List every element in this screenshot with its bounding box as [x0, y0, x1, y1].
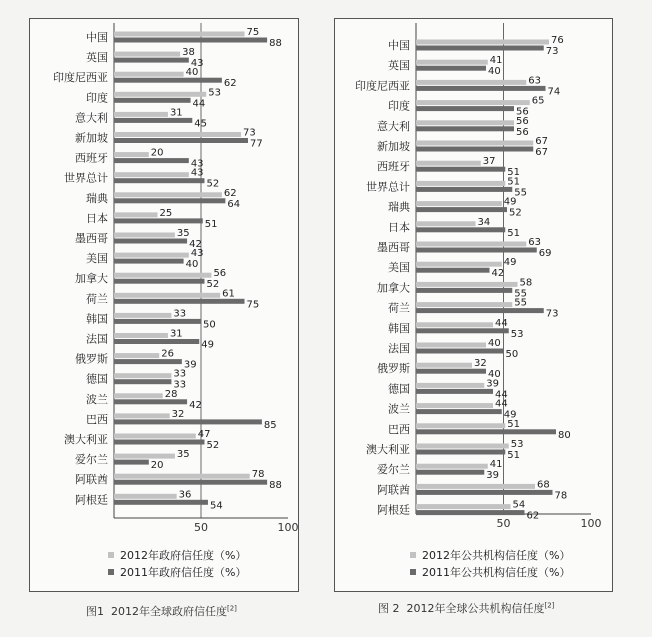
category-label: 法国	[388, 342, 410, 355]
category-label: 新加坡	[377, 140, 410, 153]
bar-2011	[114, 259, 184, 264]
data-label-2012: 58	[519, 277, 533, 289]
bar-2012	[416, 282, 518, 287]
bar-2012	[114, 333, 168, 338]
bar-2011	[416, 429, 556, 434]
data-label-2011: 73	[545, 308, 559, 320]
bar-2011	[114, 158, 189, 163]
bar-2011	[416, 248, 537, 253]
bar-2011	[114, 38, 267, 43]
bar-2011	[114, 98, 191, 103]
category-label: 墨西哥	[377, 241, 410, 254]
data-label-2011: 33	[173, 379, 187, 391]
data-label-2011: 40	[488, 369, 501, 381]
data-label-2011: 42	[491, 268, 505, 280]
chart-panel-public-institutions	[334, 18, 613, 592]
bar-2012	[416, 464, 488, 469]
bar-2011	[416, 187, 512, 192]
category-label: 意大利	[377, 119, 410, 133]
bar-2012	[114, 52, 180, 57]
category-label: 加拿大	[377, 281, 410, 295]
bar-2012	[416, 40, 549, 45]
bar-2012	[114, 172, 189, 177]
legend-swatch-2012	[108, 552, 114, 558]
category-label: 德国	[86, 372, 108, 386]
data-label-2011: 51	[204, 218, 218, 230]
data-label-2012: 44	[495, 398, 508, 410]
bar-2011	[114, 319, 201, 324]
bar-2011	[416, 66, 486, 71]
bar-2011	[114, 359, 182, 364]
x-tick-label: 50	[496, 517, 511, 530]
category-label: 新加坡	[75, 131, 108, 145]
data-label-2012: 75	[246, 27, 260, 38]
data-label-2011: 77	[249, 138, 263, 150]
data-label-2012: 49	[503, 196, 517, 208]
bar-2011	[416, 106, 514, 111]
data-label-2012: 63	[528, 75, 541, 87]
data-label-2012: 28	[164, 388, 178, 400]
data-label-2012: 43	[190, 248, 204, 260]
legend	[410, 546, 570, 580]
data-label-2011: 44	[495, 389, 508, 401]
bar-2011	[114, 178, 204, 183]
bar-2012	[416, 242, 526, 247]
bar-2012	[416, 100, 530, 105]
category-label: 世界总计	[64, 171, 108, 185]
caption-title: 2012年全球政府信任度	[111, 605, 227, 618]
category-label: 波兰	[388, 402, 410, 416]
data-label-2012: 76	[551, 35, 564, 46]
bar-2011	[416, 268, 490, 273]
data-label-2011: 49	[503, 409, 517, 421]
bar-2012	[114, 212, 158, 217]
data-label-2012: 26	[161, 348, 174, 360]
category-label: 阿根廷	[75, 493, 108, 507]
legend-label-2011: 2011年政府信任度（%）	[120, 565, 247, 579]
bar-2011	[114, 239, 187, 244]
data-label-2012: 33	[173, 368, 187, 380]
data-label-2011: 88	[269, 480, 282, 492]
bar-2012	[114, 373, 171, 378]
category-label: 墨西哥	[75, 232, 108, 245]
data-label-2011: 43	[190, 58, 204, 70]
data-label-2012: 49	[503, 257, 517, 269]
category-label: 美国	[388, 261, 410, 275]
x-tick-label: 50	[194, 521, 208, 534]
data-label-2012: 43	[190, 167, 204, 179]
category-label: 巴西	[388, 422, 410, 436]
legend-swatch-2011	[108, 569, 114, 575]
caption-title: 2012年全球公共机构信任度	[406, 602, 545, 615]
data-label-2011: 51	[507, 450, 520, 461]
data-label-2012: 61	[222, 288, 235, 300]
bar-2012	[114, 413, 170, 418]
bar-2011	[416, 126, 514, 131]
bar-2011	[416, 227, 505, 232]
bar-2011	[416, 470, 484, 475]
data-label-2012: 31	[169, 107, 183, 119]
data-label-2011: 88	[269, 38, 282, 49]
category-label: 印度	[388, 99, 410, 113]
data-label-2011: 74	[547, 86, 561, 98]
bar-2011	[416, 288, 512, 293]
data-label-2012: 47	[197, 429, 211, 440]
category-label: 英国	[388, 59, 410, 73]
data-label-2011: 54	[209, 500, 223, 512]
data-label-2012: 62	[223, 187, 237, 199]
data-label-2011: 78	[554, 490, 568, 502]
data-label-2012: 51	[507, 176, 520, 188]
bar-2012	[114, 233, 175, 238]
bar-2012	[416, 423, 505, 428]
legend-swatch-2012	[410, 552, 416, 558]
data-label-2011: 69	[538, 248, 552, 259]
data-label-2012: 32	[474, 358, 487, 370]
data-label-2012: 67	[535, 136, 548, 147]
bar-2011	[114, 118, 192, 123]
figure-caption-2	[378, 600, 554, 616]
bar-2012	[416, 403, 493, 408]
bar-2012	[114, 112, 168, 117]
bar-2011	[114, 419, 262, 424]
data-label-2011: 56	[516, 106, 529, 118]
data-label-2012: 53	[510, 439, 524, 450]
bar-2012	[114, 474, 250, 479]
bar-2011	[416, 349, 504, 354]
x-tick-label: 100	[277, 521, 298, 534]
category-label: 印度尼西亚	[355, 79, 410, 93]
bar-2011	[114, 339, 199, 344]
bar-2011	[416, 450, 505, 455]
data-label-2012: 35	[176, 228, 190, 239]
bar-2011	[416, 167, 505, 172]
category-label: 韩国	[388, 321, 410, 335]
bar-2012	[114, 152, 149, 157]
bar-2012	[416, 484, 535, 489]
bar-2011	[114, 299, 245, 304]
category-label: 日本	[388, 220, 410, 234]
chart-public-institution-trust	[335, 19, 612, 591]
category-label: 爱尔兰	[75, 453, 108, 467]
data-label-2012: 20	[150, 147, 164, 159]
bar-2012	[416, 161, 481, 166]
data-label-2011: 51	[507, 167, 520, 179]
data-label-2012: 53	[208, 87, 221, 99]
data-label-2012: 63	[528, 237, 541, 248]
category-label: 中国	[86, 31, 108, 44]
data-label-2011: 52	[206, 279, 220, 291]
bar-2012	[416, 120, 514, 125]
category-label: 阿根廷	[377, 503, 410, 517]
category-label: 法国	[86, 332, 108, 346]
legend-swatch-2011	[410, 569, 416, 575]
data-label-2011: 67	[535, 147, 548, 158]
bar-2012	[114, 494, 177, 499]
data-label-2011: 20	[150, 460, 164, 472]
data-label-2011: 80	[558, 429, 571, 441]
bar-2012	[416, 322, 493, 327]
category-label: 俄罗斯	[377, 362, 410, 376]
bar-2011	[416, 490, 553, 495]
data-label-2012: 34	[477, 216, 491, 228]
data-label-2012: 78	[251, 469, 265, 481]
data-label-2011: 50	[203, 319, 216, 331]
data-label-2012: 51	[507, 418, 520, 430]
bar-2012	[416, 363, 472, 368]
bar-2012	[114, 92, 206, 97]
bar-2012	[114, 32, 245, 37]
bar-2012	[416, 262, 502, 267]
bar-2012	[416, 302, 512, 307]
data-label-2011: 51	[507, 227, 520, 239]
bar-2011	[416, 369, 486, 374]
data-label-2012: 56	[516, 115, 529, 127]
data-label-2011: 75	[246, 299, 260, 311]
data-label-2011: 49	[201, 339, 214, 351]
category-label: 阿联酋	[377, 483, 410, 497]
data-label-2012: 36	[178, 489, 192, 501]
bar-2011	[114, 440, 204, 445]
bar-2012	[114, 253, 189, 258]
bar-2011	[114, 218, 203, 223]
data-label-2012: 44	[495, 317, 508, 329]
data-label-2012: 54	[512, 499, 526, 511]
data-label-2011: 85	[263, 419, 277, 431]
data-label-2011: 53	[510, 328, 524, 340]
data-label-2012: 32	[171, 408, 185, 420]
bar-2012	[114, 353, 159, 358]
data-label-2012: 25	[159, 207, 173, 219]
bar-2011	[416, 86, 546, 91]
category-label: 韩国	[86, 312, 108, 326]
bar-2012	[416, 221, 476, 226]
data-label-2012: 68	[537, 479, 550, 491]
bar-2011	[114, 279, 204, 284]
bar-2011	[416, 409, 502, 414]
data-label-2012: 39	[486, 378, 499, 390]
data-label-2012: 40	[185, 67, 199, 79]
data-label-2011: 56	[516, 126, 529, 138]
bar-2012	[416, 60, 488, 65]
data-label-2012: 35	[176, 449, 190, 461]
bar-2012	[416, 343, 486, 348]
category-label: 波兰	[86, 392, 108, 406]
legend-label-2011: 2011年公共机构信任度（%）	[422, 565, 571, 579]
chart-panel-government	[29, 18, 299, 592]
category-label: 德国	[388, 382, 410, 396]
data-label-2012: 37	[482, 156, 496, 168]
bar-2011	[114, 138, 248, 143]
data-label-2011: 62	[526, 510, 540, 522]
bar-2012	[114, 313, 171, 318]
category-label: 西班牙	[377, 160, 410, 174]
figure-caption-1	[86, 603, 237, 619]
bar-2011	[114, 379, 171, 384]
category-label: 西班牙	[75, 151, 108, 165]
data-label-2011: 50	[505, 349, 519, 360]
data-label-2012: 38	[182, 47, 195, 59]
bar-2011	[114, 399, 187, 404]
legend	[108, 546, 246, 580]
bar-2012	[416, 444, 509, 449]
bar-2012	[416, 201, 502, 206]
bar-2012	[114, 434, 196, 439]
category-label: 加拿大	[75, 272, 108, 286]
bar-2011	[416, 147, 533, 152]
bar-2012	[114, 192, 222, 197]
bar-2011	[114, 500, 208, 505]
bar-2012	[114, 72, 184, 77]
data-label-2011: 73	[545, 46, 559, 57]
data-label-2012: 33	[173, 308, 187, 320]
data-label-2011: 44	[192, 98, 206, 110]
bar-2011	[114, 58, 189, 63]
data-label-2011: 39	[486, 470, 499, 482]
bar-2012	[114, 454, 175, 459]
bar-2012	[416, 141, 533, 146]
chart-government-trust	[30, 19, 298, 591]
category-label: 瑞典	[86, 191, 108, 205]
data-label-2012: 55	[514, 297, 527, 309]
bar-2011	[416, 328, 509, 333]
category-label: 英国	[86, 51, 108, 65]
category-label: 印度尼西亚	[53, 71, 108, 85]
data-label-2012: 41	[489, 459, 503, 471]
category-label: 中国	[388, 39, 410, 52]
category-label: 俄罗斯	[75, 352, 108, 366]
bar-2011	[416, 389, 493, 394]
category-label: 瑞典	[388, 200, 410, 214]
bar-2012	[114, 273, 211, 278]
data-label-2012: 73	[243, 127, 256, 139]
bar-2012	[114, 293, 220, 298]
category-label: 世界总计	[366, 180, 410, 194]
data-label-2011: 55	[514, 187, 527, 199]
category-label: 巴西	[86, 412, 108, 426]
caption-number: 图 2	[378, 602, 400, 615]
category-label: 印度	[86, 91, 108, 105]
bar-2012	[416, 80, 526, 85]
caption-ref: [2]	[227, 604, 237, 613]
category-label: 荷兰	[388, 301, 410, 315]
category-label: 意大利	[75, 111, 108, 125]
data-label-2011: 42	[189, 239, 202, 250]
bar-2011	[416, 308, 544, 313]
data-label-2011: 52	[206, 440, 220, 451]
category-label: 爱尔兰	[377, 463, 410, 477]
bar-2012	[114, 132, 241, 137]
data-label-2011: 40	[488, 66, 501, 78]
data-label-2012: 56	[213, 268, 227, 280]
bar-2011	[114, 78, 222, 83]
data-label-2011: 45	[194, 118, 208, 130]
category-label: 日本	[86, 211, 108, 225]
category-label: 阿联酋	[75, 473, 108, 487]
bar-2011	[114, 480, 267, 485]
data-label-2011: 40	[185, 259, 199, 271]
data-label-2012: 65	[531, 95, 545, 107]
category-label: 澳大利亚	[366, 443, 410, 456]
data-label-2011: 39	[183, 359, 197, 371]
data-label-2011: 64	[227, 198, 241, 210]
data-label-2011: 62	[223, 78, 237, 90]
category-label: 澳大利亚	[64, 433, 108, 446]
bar-2011	[416, 510, 525, 515]
data-label-2011: 52	[509, 207, 522, 219]
bar-2011	[416, 46, 544, 51]
data-label-2012: 31	[169, 328, 183, 340]
legend-label-2012: 2012年公共机构信任度（%）	[422, 548, 571, 562]
bar-2012	[416, 504, 511, 509]
bar-2011	[114, 460, 149, 465]
caption-number: 图1	[86, 605, 104, 618]
bar-2011	[416, 207, 507, 212]
data-label-2011: 42	[189, 399, 202, 411]
data-label-2011: 52	[206, 178, 220, 190]
data-label-2012: 40	[488, 338, 501, 349]
data-label-2011: 43	[190, 158, 204, 170]
data-label-2011: 55	[514, 288, 527, 300]
legend-label-2012: 2012年政府信任度（%）	[120, 548, 247, 562]
category-label: 荷兰	[86, 292, 108, 306]
data-label-2012: 41	[489, 55, 503, 67]
bar-2012	[416, 383, 484, 388]
caption-ref: [2]	[544, 601, 555, 610]
bar-2012	[416, 181, 505, 186]
category-label: 美国	[86, 252, 108, 266]
bar-2011	[114, 198, 225, 203]
bar-2012	[114, 393, 163, 398]
x-tick-label: 100	[580, 517, 602, 530]
